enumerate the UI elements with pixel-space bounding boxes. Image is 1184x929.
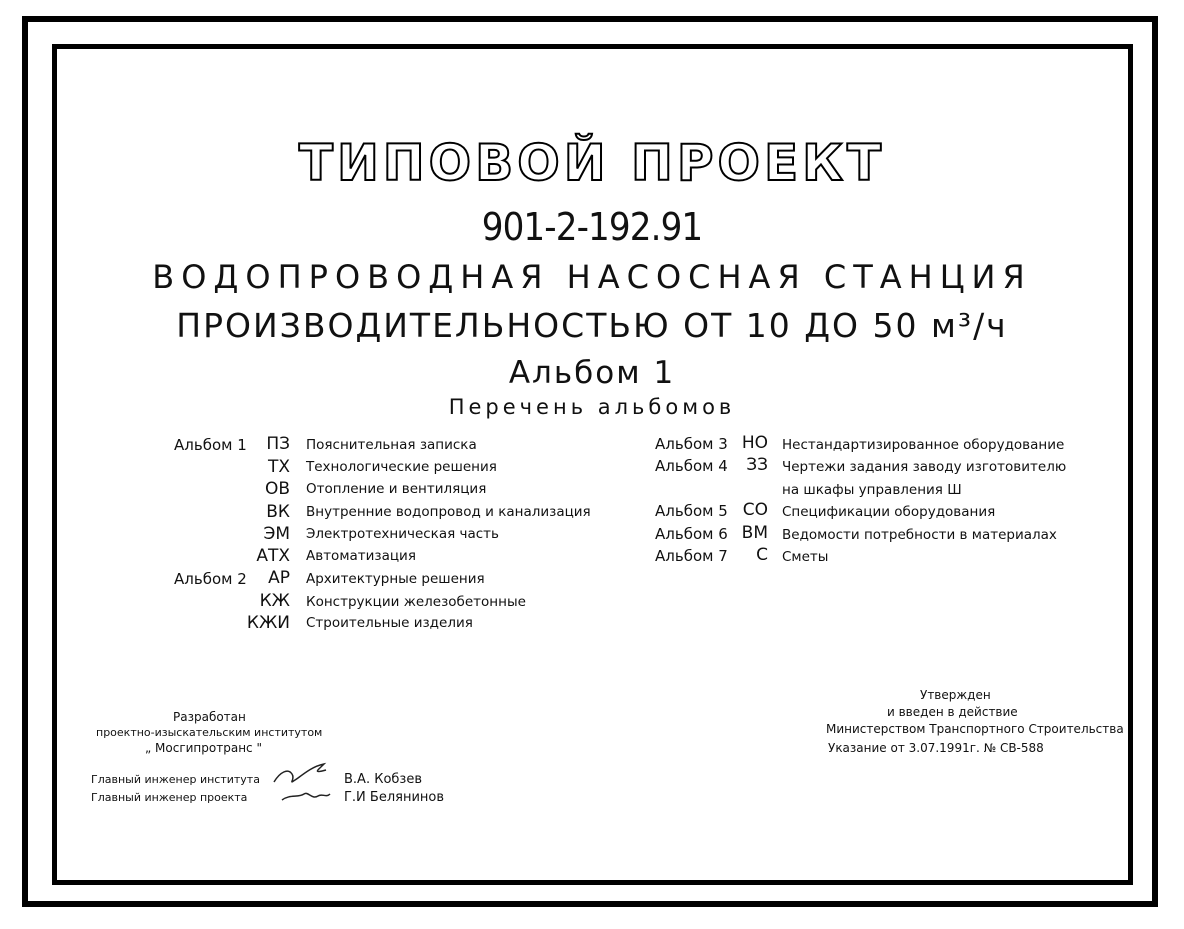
album-title: Альбом 1 [508,355,676,391]
list-code: ТХ [267,457,290,477]
list-desc: Сметы [782,549,829,565]
list-code: АТХ [256,546,290,566]
list-code: ОВ [264,479,290,499]
list-desc: Строительные изделия [306,615,473,631]
list-code: КЖИ [246,613,290,633]
list-album: Альбом 5 [655,502,728,520]
list-code: АР [268,568,290,588]
approval-line2: и введен в действие [887,705,1018,719]
list-album: Альбом 2 [174,570,247,588]
developer-line1: Разработан [173,710,246,724]
project-name-line1: ВОДОПРОВОДНАЯ НАСОСНАЯ СТАНЦИЯ [152,258,1032,296]
list-code: ПЗ [266,434,290,454]
list-desc: Электротехническая часть [306,526,500,542]
list-code: КЖ [259,591,290,611]
list-desc: Отопление и вентиляция [306,481,487,497]
list-desc: Автоматизация [306,548,416,564]
list-code: НО [741,433,768,453]
list-desc: на шкафы управления Ш [782,482,962,498]
list-code: ВМ [741,523,768,543]
approval-line4: Указание от 3.07.1991г. № СВ-588 [828,741,1044,755]
developer-line3: „ Мосгипротранс " [145,741,262,755]
list-desc: Конструкции железобетонные [306,594,526,610]
list-code: С [756,545,768,565]
list-desc: Спецификации оборудования [782,504,996,520]
chief-engineer-institute-label: Главный инженер института [91,773,260,786]
chief-engineer-institute-name: В.А. Кобзев [344,772,422,787]
list-album: Альбом 3 [655,435,728,453]
list-album: Альбом 4 [655,457,728,475]
approval-line3: Министерством Транспортного Строительства [826,722,1124,736]
project-number: 901-2-192.91 [481,205,703,249]
list-desc: Пояснительная записка [306,437,477,453]
signatures [268,758,338,810]
approval-line1: Утвержден [920,688,991,702]
list-code: ЭМ [263,524,290,544]
list-album: Альбом 6 [655,525,728,543]
list-code: ЗЗ [746,455,768,475]
developer-line2: проектно-изыскательским институтом [96,726,323,739]
list-desc: Внутренние водопровод и канализация [306,504,591,520]
chief-engineer-project-label: Главный инженер проекта [91,791,248,804]
list-album: Альбом 7 [655,547,728,565]
document-title: ТИПОВОЙ ПРОЕКТ [298,134,886,192]
list-desc: Нестандартизированное оборудование [782,437,1065,453]
list-album: Альбом 1 [174,436,247,454]
list-desc: Технологические решения [306,459,497,475]
list-desc: Чертежи задания заводу изготовителю [782,459,1067,475]
list-code: СО [742,500,768,520]
chief-engineer-project-name: Г.И Белянинов [344,790,445,805]
list-code: ВК [266,502,290,522]
project-name-line2: ПРОИЗВОДИТЕЛЬНОСТЬЮ ОТ 10 ДО 50 м³/ч [176,306,1008,345]
album-list-heading: Перечень альбомов [448,395,736,419]
list-desc: Архитектурные решения [306,571,485,587]
list-desc: Ведомости потребности в материалах [782,527,1057,543]
